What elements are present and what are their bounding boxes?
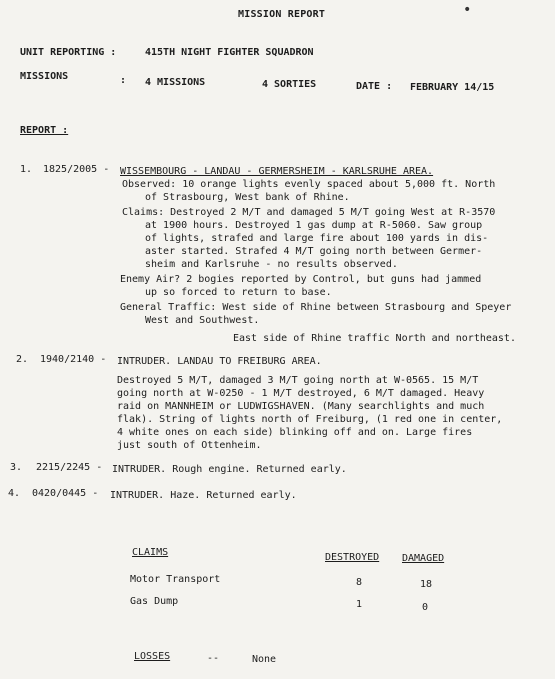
item-2-heading: INTRUDER. LANDAU TO FREIBURG AREA. [117, 356, 322, 367]
unit-reporting-label: UNIT REPORTING : [20, 47, 117, 58]
item-3-number: 3. [10, 462, 23, 473]
losses-value: None [252, 654, 277, 665]
sorties-value: 4 SORTIES [262, 79, 317, 90]
item-1-line: sheim and Karlsruhe - no results observed. [145, 259, 398, 270]
item-2-line: raid on MANNHEIM or LUDWIGSHAVEN. (Many searchlights and much [117, 401, 485, 412]
report-heading: REPORT : [20, 125, 69, 136]
item-1-line: West and Southwest. [145, 315, 260, 326]
date-value: FEBRUARY 14/15 [410, 82, 495, 93]
claims-col-destroyed: DESTROYED [325, 552, 380, 563]
unit-reporting-value: 415TH NIGHT FIGHTER SQUADRON [145, 47, 314, 58]
claims-row-damaged: 0 [422, 602, 429, 613]
item-2-number: 2. [16, 354, 29, 365]
claims-heading: CLAIMS [132, 547, 169, 558]
item-1-line: Claims: Destroyed 2 M/T and damaged 5 M/T going West at R-3570 [122, 207, 496, 218]
item-1-line: at 1900 hours. Destroyed 1 gas dump at R-5060. Saw group [145, 220, 483, 231]
item-2-time: 1940/2140 - [40, 354, 107, 365]
losses-heading: LOSSES [134, 651, 171, 662]
item-2-line: going north at W-0250 - 1 M/T destroyed, 6 M/T damaged. Heavy [117, 388, 485, 399]
item-1-line: aster started. Strafed 4 M/T going north between Germer- [145, 246, 483, 257]
item-2-line: just south of Ottenheim. [117, 440, 262, 451]
claims-row-label: Motor Transport [130, 574, 221, 585]
item-4-number: 4. [8, 488, 21, 499]
report-title: MISSION REPORT [238, 9, 326, 20]
page-mark: • [463, 2, 472, 18]
item-1-line: Observed: 10 orange lights evenly spaced about 5,000 ft. North [122, 179, 496, 190]
item-3-time: 2215/2245 - [36, 462, 103, 473]
item-1-line: of Strasbourg, West bank of Rhine. [145, 192, 350, 203]
item-2-line: Destroyed 5 M/T, damaged 3 M/T going north at W-0565. 15 M/T [117, 375, 479, 386]
item-4-text: INTRUDER. Haze. Returned early. [110, 490, 297, 501]
item-1-time: 1825/2005 - [43, 164, 110, 175]
claims-row-destroyed: 1 [356, 599, 363, 610]
item-1-line: of lights, strafed and large fire about 100 yards in dis- [145, 233, 489, 244]
date-label: DATE : [356, 81, 393, 92]
item-2-line: 4 white ones on each side) blinking off and on. Large fires [117, 427, 473, 438]
claims-row-label: Gas Dump [130, 596, 179, 607]
item-1-line: up so forced to return to base. [145, 287, 332, 298]
item-1-area: WISSEMBOURG - LANDAU - GERMERSHEIM - KARLSRUHE AREA. [120, 166, 434, 177]
item-1-line: Enemy Air? 2 bogies reported by Control, but guns had jammed [120, 274, 482, 285]
item-1-line: East side of Rhine traffic North and northeast. [233, 333, 516, 344]
item-2-line: flak). String of lights north of Freiburg, (1 red one in center, [117, 414, 503, 425]
claims-col-damaged: DAMAGED [402, 553, 445, 564]
item-4-time: 0420/0445 - [32, 488, 99, 499]
missions-colon: : [120, 75, 127, 86]
item-1-line: General Traffic: West side of Rhine between Strasbourg and Speyer [120, 302, 512, 313]
losses-dash: -- [207, 653, 220, 664]
claims-row-damaged: 18 [420, 579, 433, 590]
claims-row-destroyed: 8 [356, 577, 363, 588]
missions-label: MISSIONS [20, 71, 69, 82]
item-3-text: INTRUDER. Rough engine. Returned early. [112, 464, 347, 475]
item-1-number: 1. [20, 164, 33, 175]
missions-value: 4 MISSIONS [145, 77, 206, 88]
